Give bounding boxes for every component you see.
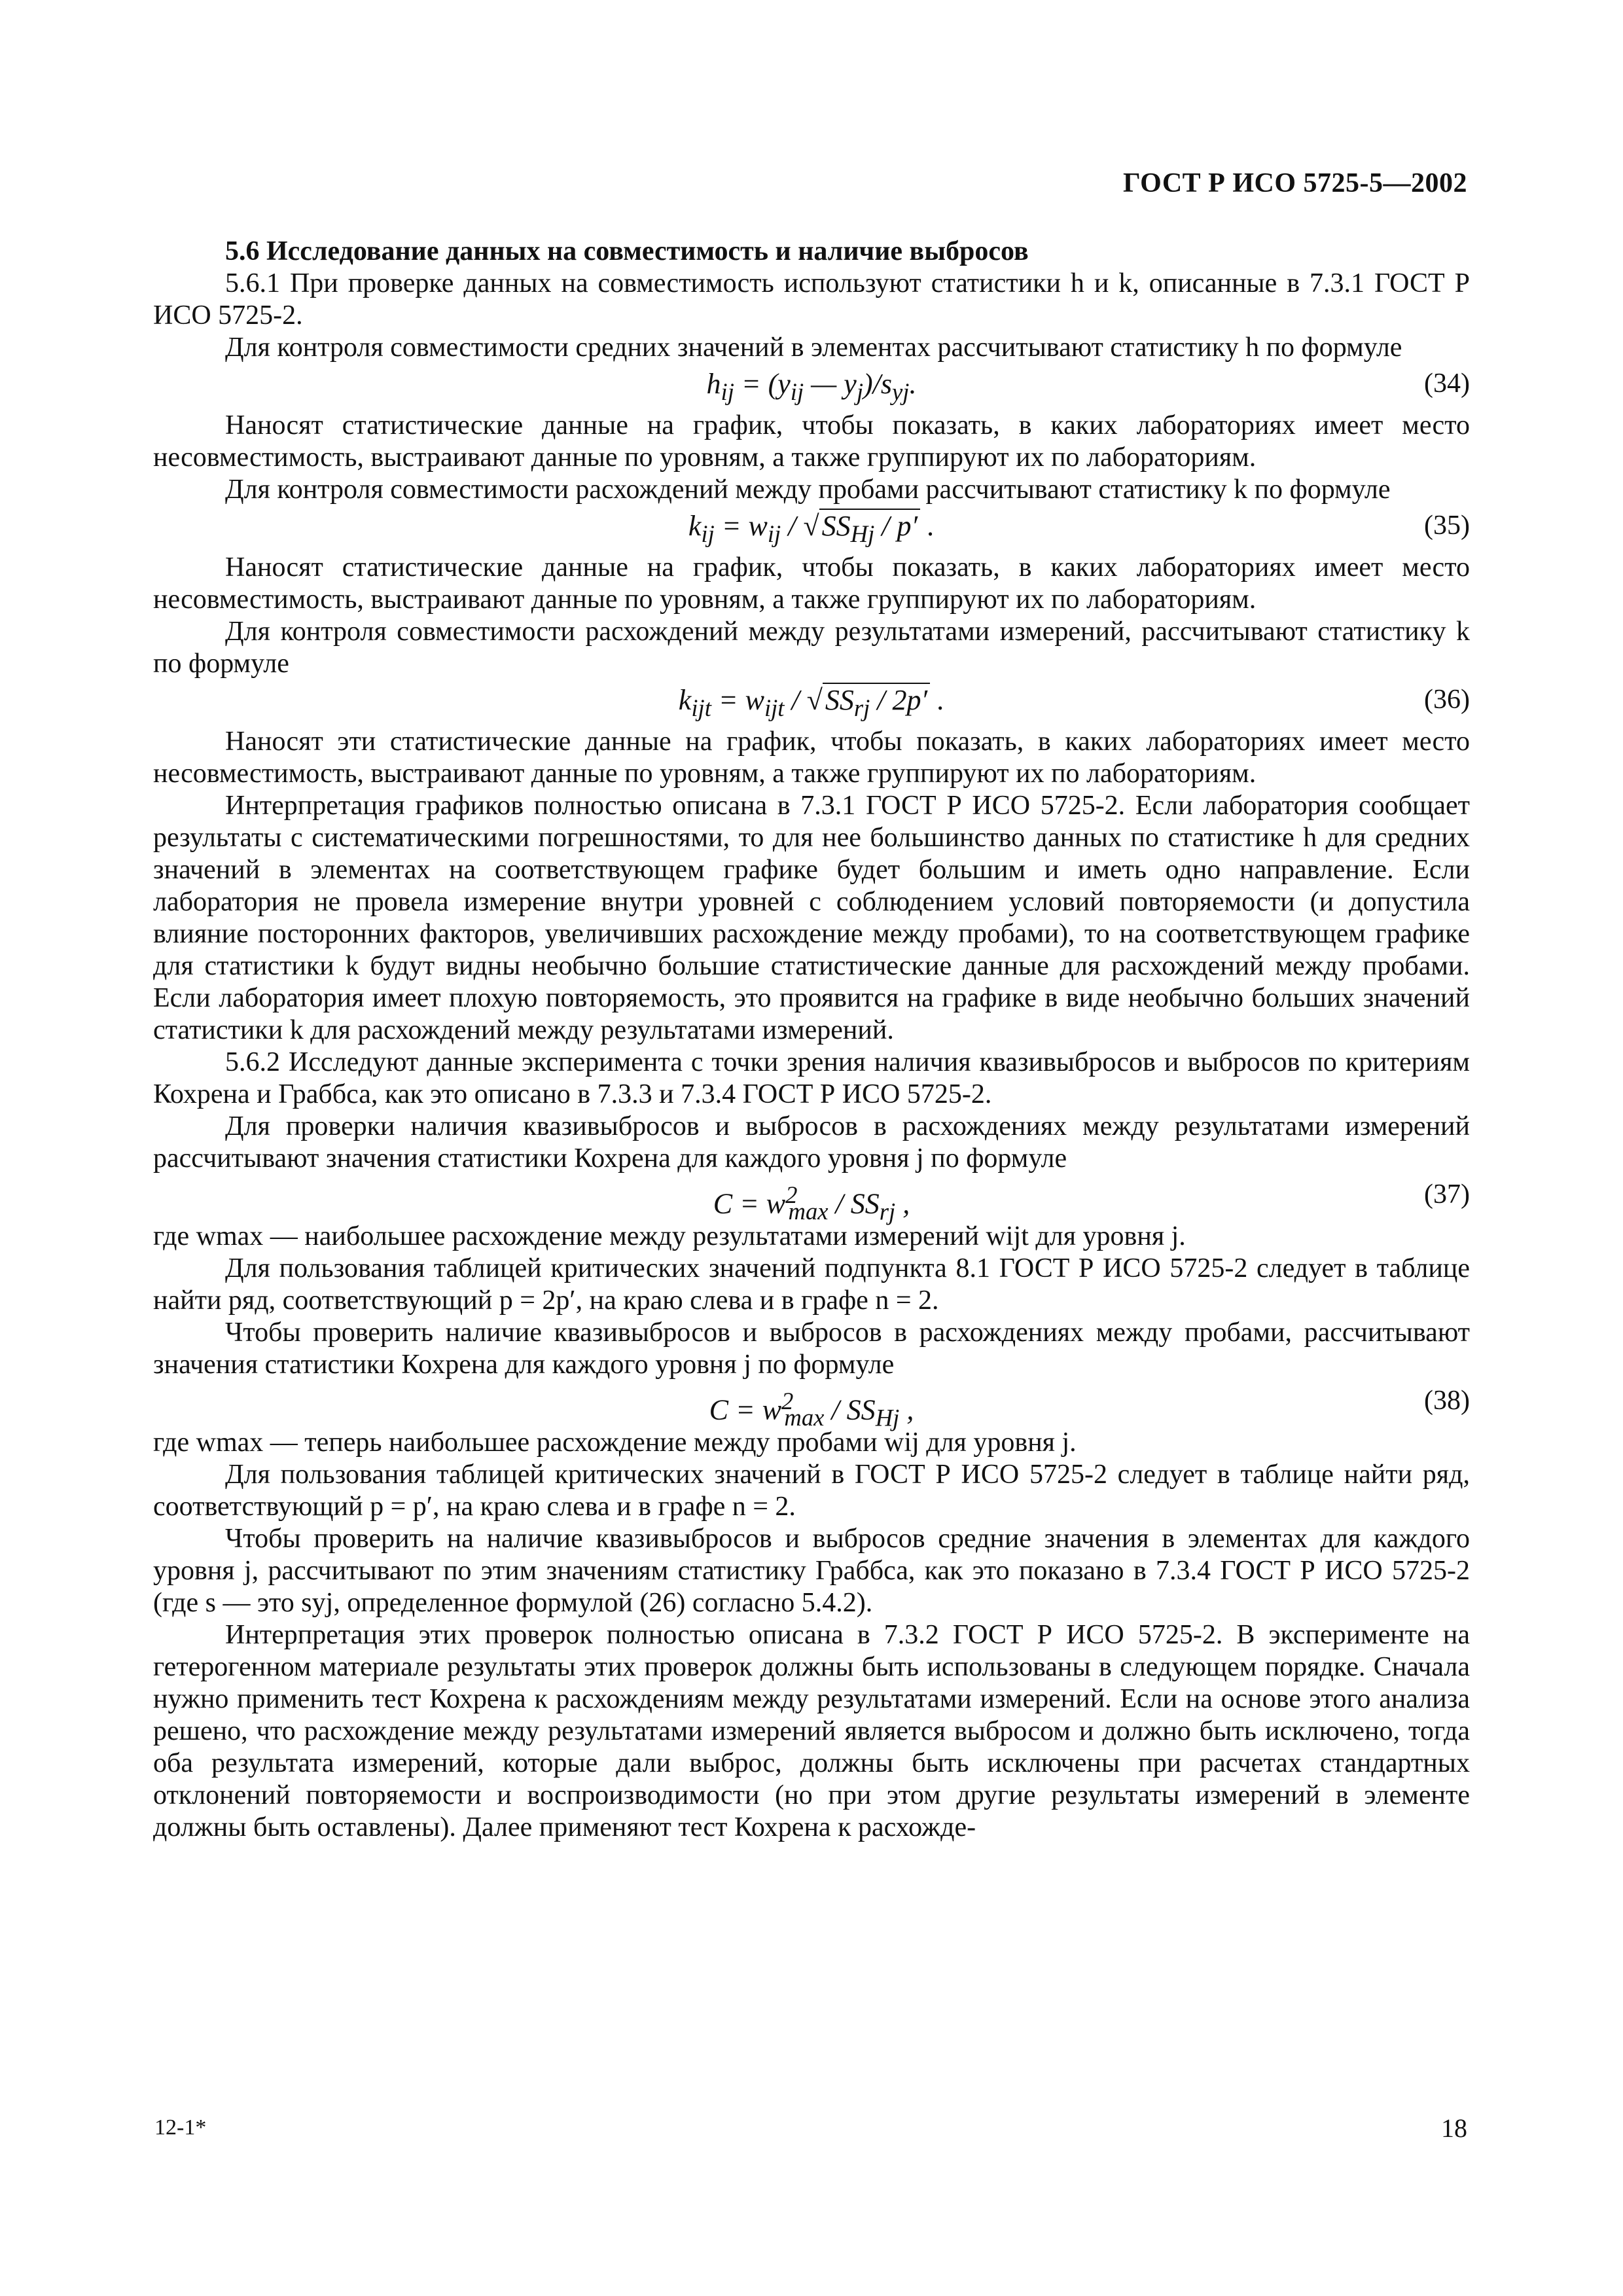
formula-number: (38) (1424, 1386, 1470, 1416)
formula-37 (153, 1179, 1470, 1225)
formula-34 (153, 368, 1470, 404)
paragraph-5-6-1: 5.6.1 При проверке данных на совместимость используют статистики h и k, описанные в 7.3.1 ГОСТ Р ИСО 5725-2. (153, 268, 1470, 331)
formula-38 (153, 1385, 1470, 1431)
formula-34-expression: $h_{ij} = (y_{ij}$ — $y_j)/s_{yj}$. (706, 368, 917, 405)
paragraph-wmax-def-1: где wmax — наибольшее расхождение между результатами измерений wijt для уровня j. (153, 1221, 1186, 1251)
standard-header: ГОСТ Р ИСО 5725-5—2002 (1122, 168, 1467, 198)
paragraph-k-intro: Для контроля совместимости расхождений между пробами рассчитывают статистику k по формуле (225, 475, 1391, 505)
paragraph-cochran-samples-intro: Чтобы проверить наличие квазивыбросов и выбросов в расхождениях между пробами, рассчитывают значения статистики Кохрена для каждого уровня j по формуле (153, 1318, 1470, 1380)
formula-35 (153, 510, 1470, 547)
paragraph-k-results-intro: Для контроля совместимости расхождений между результатами измерений, рассчитывают статистику k по формуле (153, 617, 1470, 679)
formula-number: (35) (1424, 511, 1470, 541)
formula-36-expression: $k_{ijt} = w_{ijt} / √SS_{rj} / 2p'$ . (678, 684, 945, 721)
paragraph-grubbs: Чтобы проверить на наличие квазивыбросов и выбросов средние значения в элементах для каждого уровня j, рассчитывают по этим значениям статистику Граббса, как это показано в 7.3.4 ГОСТ Р ИСО 5725-2 (где s — это syj, определенное формулой (26) согласно 5.4.2). (153, 1524, 1470, 1618)
paragraph-5-6-2: 5.6.2 Исследуют данные эксперимента с точки зрения наличия квазивыбросов и выбросов по критериям Кохрена и Граббса, как это описано в 7.3.3 и 7.3.4 ГОСТ Р ИСО 5725-2. (153, 1047, 1470, 1109)
formula-number: (34) (1424, 368, 1470, 399)
page-number: 18 (1441, 2113, 1467, 2143)
formula-37-expression: $C = w^2_{max} / SS_{rj}$ , (713, 1181, 910, 1225)
formula-35-expression: $k_{ij} = w_{ij} / √SS_{Hj} / p'$ . (688, 510, 935, 547)
paragraph-plot-k-results: Наносят эти статистические данные на график, чтобы показать, в каких лабораториях имеет место несовместимость, выстраивают данные по уровням, а также группируют их по лабораториям. (153, 726, 1470, 789)
paragraph-cochran-results-intro: Для проверки наличия квазивыбросов и выбросов в расхождениях между результатами измерений рассчитывают значения статистики Кохрена для каждого уровня j по формуле (153, 1111, 1470, 1174)
paragraph-table-usage-1: Для пользования таблицей критических значений подпункта 8.1 ГОСТ Р ИСО 5725-2 следует в таблице найти ряд, соответствующий p = 2p′, на краю слева и в графе n = 2. (153, 1253, 1470, 1316)
paragraph-interpretation-tests: Интерпретация этих проверок полностью описана в 7.3.2 ГОСТ Р ИСО 5725-2. В эксперименте на гетерогенном материале результаты этих проверок должны быть использованы в следующем порядке. Сначала нужно применить тест Кохрена к расхождениям между результатами измерений. Если на основе этого анализа решено, что расхождение между результатами измерений является выбросом и должно быть исключено, тогда оба результата измерений, которые дали выброс, должны быть исключены при расчетах стандартных отклонений повторяемости и воспроизводимости (но при этом другие результаты измерений в элементе должны быть оставлены). Далее применяют тест Кохрена к расхожде- (153, 1620, 1470, 1842)
paragraph-interpretation-plots: Интерпретация графиков полностью описана в 7.3.1 ГОСТ Р ИСО 5725-2. Если лаборатория сообщает результаты с систематическими погрешностями, то для нее большинство данных по статистике h для средних значений в элементах на соответствующем графике будет большим и иметь одно направление. Если лаборатория не провела измерение внутри уровней с соблюдением условий повторяемости (и допустила влияние посторонних факторов, увеличивших расхождение между пробами), то на соответствующем графике для статистики k будут видны необычно большие статистические данные для расхождений между пробами. Если лаборатория имеет плохую повторяемость, это проявится на графике в виде необычно больших значений статистики k для расхождений между результатами измерений. (153, 791, 1470, 1045)
section-heading: 5.6 Исследование данных на совместимость и наличие выбросов (225, 236, 1029, 266)
footer-sheet-mark: 12-1* (154, 2115, 207, 2140)
paragraph-h-intro: Для контроля совместимости средних значений в элементах рассчитывают статистику h по формуле (225, 332, 1402, 363)
page-content (153, 236, 1470, 1844)
formula-38-expression: $C = w^2_{max} / SS_{Hj}$ , (709, 1388, 914, 1431)
paragraph-plot-k: Наносят статистические данные на график, чтобы показать, в каких лабораториях имеет место несовместимость, выстраивают данные по уровням, а также группируют их по лабораториям. (153, 552, 1470, 615)
formula-number: (36) (1424, 685, 1470, 715)
formula-36 (153, 684, 1470, 721)
formula-number: (37) (1424, 1179, 1470, 1210)
paragraph-plot-h: Наносят статистические данные на график, чтобы показать, в каких лабораториях имеет место несовместимость, выстраивают данные по уровням, а также группируют их по лабораториям. (153, 410, 1470, 473)
paragraph-wmax-def-2: где wmax — теперь наибольшее расхождение между пробами wij для уровня j. (153, 1427, 1077, 1458)
paragraph-table-usage-2: Для пользования таблицей критических значений в ГОСТ Р ИСО 5725-2 следует в таблице найти ряд, соответствующий p = p′, на краю слева и в графе n = 2. (153, 1460, 1470, 1522)
